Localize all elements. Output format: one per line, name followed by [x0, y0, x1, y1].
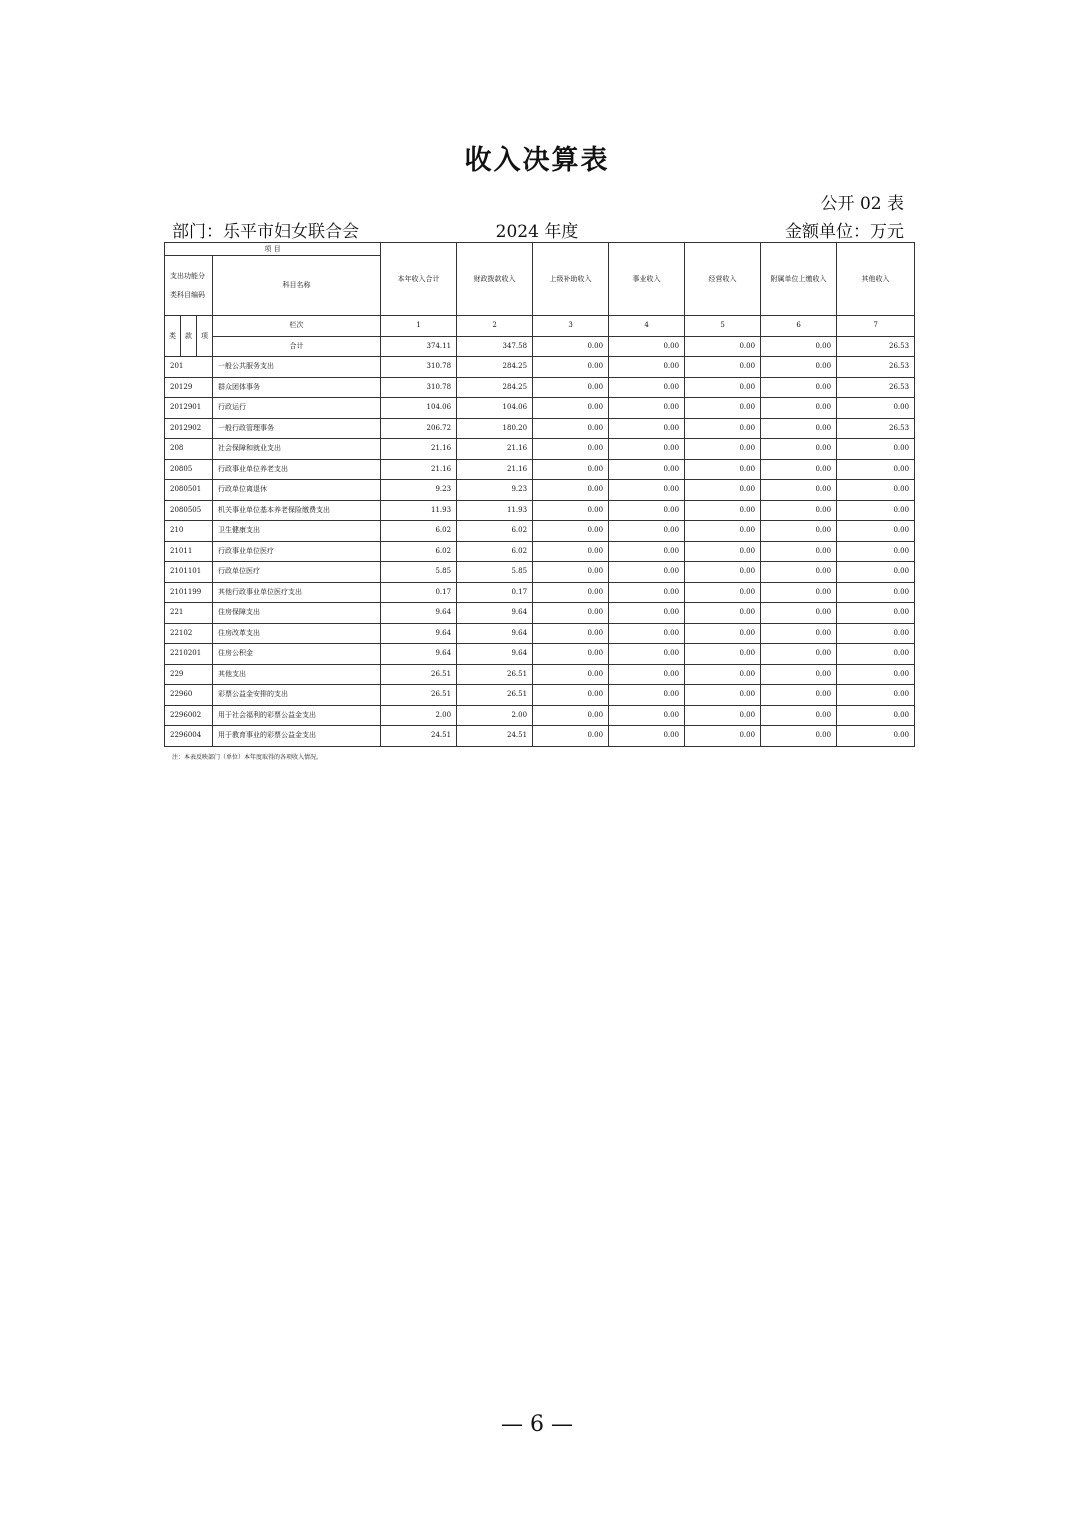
amount-cell: 0.00 — [609, 562, 685, 583]
amount-cell: 0.17 — [457, 582, 533, 603]
line-label: 栏次 — [213, 316, 381, 337]
table-row — [165, 664, 915, 685]
amount-cell: 0.00 — [685, 418, 761, 439]
amount-cell: 2.00 — [381, 705, 457, 726]
amount-cell: 21.16 — [381, 459, 457, 480]
amount-cell: 0.00 — [533, 418, 609, 439]
amount-cell: 104.06 — [381, 398, 457, 419]
amount-cell: 104.06 — [457, 398, 533, 419]
subject-code: 2012902 — [165, 418, 213, 439]
column-header: 上级补助收入 — [533, 243, 609, 316]
amount-cell: 0.00 — [837, 521, 915, 542]
table-row — [165, 418, 915, 439]
amount-cell: 0.00 — [685, 603, 761, 624]
amount-cell: 0.00 — [837, 480, 915, 501]
subject-code: 20129 — [165, 377, 213, 398]
amount-cell: 0.00 — [609, 480, 685, 501]
table-note: 注：本表反映部门（单位）本年度取得的各项收入情况。 — [172, 754, 323, 761]
amount-cell: 9.23 — [457, 480, 533, 501]
amount-cell: 0.00 — [761, 521, 837, 542]
subject-name: 一般行政管理事务 — [213, 418, 381, 439]
amount-cell: 0.00 — [533, 521, 609, 542]
subject-name: 一般公共服务支出 — [213, 357, 381, 378]
amount-cell: 0.00 — [609, 459, 685, 480]
amount-cell: 0.00 — [837, 500, 915, 521]
amount-cell: 0.00 — [609, 541, 685, 562]
total-row — [165, 336, 915, 357]
income-report-table — [164, 242, 915, 747]
amount-cell: 0.00 — [533, 685, 609, 706]
amount-cell: 0.00 — [609, 705, 685, 726]
column-number: 3 — [533, 316, 609, 337]
amount-cell: 9.64 — [457, 603, 533, 624]
amount-cell: 0.00 — [609, 398, 685, 419]
amount-cell: 0.00 — [761, 685, 837, 706]
amount-cell: 0.00 — [533, 541, 609, 562]
amount-cell: 0.00 — [685, 541, 761, 562]
amount-cell: 180.20 — [457, 418, 533, 439]
amount-cell: 0.00 — [761, 623, 837, 644]
table-row — [165, 439, 915, 460]
total-value: 0.00 — [685, 336, 761, 357]
amount-cell: 0.00 — [533, 603, 609, 624]
table-row — [165, 357, 915, 378]
amount-cell: 9.23 — [381, 480, 457, 501]
subject-code: 20805 — [165, 459, 213, 480]
amount-unit: 金额单位：万元 — [785, 222, 904, 242]
amount-cell: 0.00 — [837, 664, 915, 685]
subject-code: 2296002 — [165, 705, 213, 726]
amount-cell: 0.17 — [381, 582, 457, 603]
amount-cell: 0.00 — [761, 705, 837, 726]
table-row — [165, 582, 915, 603]
subject-code: 2080501 — [165, 480, 213, 501]
amount-cell: 0.00 — [761, 439, 837, 460]
amount-cell: 0.00 — [533, 582, 609, 603]
amount-cell: 284.25 — [457, 357, 533, 378]
column-number: 6 — [761, 316, 837, 337]
subject-code: 2296004 — [165, 726, 213, 747]
amount-cell: 0.00 — [761, 664, 837, 685]
amount-cell: 0.00 — [533, 357, 609, 378]
column-header: 本年收入合计 — [381, 243, 457, 316]
subject-name: 行政事业单位养老支出 — [213, 459, 381, 480]
amount-cell: 5.85 — [457, 562, 533, 583]
amount-cell: 0.00 — [685, 644, 761, 665]
amount-cell: 0.00 — [685, 459, 761, 480]
total-value: 26.53 — [837, 336, 915, 357]
amount-cell: 26.51 — [457, 685, 533, 706]
amount-cell: 2.00 — [457, 705, 533, 726]
amount-cell: 9.64 — [381, 644, 457, 665]
amount-cell: 0.00 — [837, 439, 915, 460]
table-row — [165, 603, 915, 624]
total-value: 347.58 — [457, 336, 533, 357]
amount-cell: 0.00 — [533, 726, 609, 747]
amount-cell: 26.53 — [837, 418, 915, 439]
amount-cell: 0.00 — [609, 439, 685, 460]
amount-cell: 9.64 — [381, 623, 457, 644]
total-value: 0.00 — [533, 336, 609, 357]
subject-name: 用于社会福利的彩票公益金支出 — [213, 705, 381, 726]
header-row-line-numbers — [165, 316, 915, 337]
amount-cell: 0.00 — [761, 377, 837, 398]
header-row-project — [165, 243, 915, 256]
amount-cell: 0.00 — [761, 582, 837, 603]
amount-cell: 0.00 — [837, 623, 915, 644]
amount-cell: 0.00 — [609, 521, 685, 542]
amount-cell: 0.00 — [685, 685, 761, 706]
amount-cell: 0.00 — [533, 480, 609, 501]
column-header: 其他收入 — [837, 243, 915, 316]
total-label: 合计 — [213, 336, 381, 357]
page-title: 收入决算表 — [464, 145, 610, 176]
page-number: — 6 — — [501, 1412, 573, 1437]
column-number: 7 — [837, 316, 915, 337]
table-row — [165, 459, 915, 480]
subject-code: 2012901 — [165, 398, 213, 419]
amount-cell: 0.00 — [609, 357, 685, 378]
amount-cell: 6.02 — [457, 541, 533, 562]
amount-cell: 26.53 — [837, 377, 915, 398]
table-row — [165, 521, 915, 542]
amount-cell: 24.51 — [457, 726, 533, 747]
subject-name: 住房改革支出 — [213, 623, 381, 644]
amount-cell: 6.02 — [381, 521, 457, 542]
amount-cell: 24.51 — [381, 726, 457, 747]
amount-cell: 0.00 — [837, 541, 915, 562]
subject-name: 住房公积金 — [213, 644, 381, 665]
amount-cell: 0.00 — [533, 398, 609, 419]
amount-cell: 0.00 — [685, 521, 761, 542]
amount-cell: 0.00 — [837, 459, 915, 480]
amount-cell: 26.53 — [837, 357, 915, 378]
amount-cell: 0.00 — [533, 562, 609, 583]
amount-cell: 206.72 — [381, 418, 457, 439]
amount-cell: 0.00 — [685, 705, 761, 726]
amount-cell: 310.78 — [381, 377, 457, 398]
code-group-header: 支出功能分类科目编码 — [165, 256, 213, 316]
amount-cell: 21.16 — [457, 459, 533, 480]
amount-cell: 0.00 — [761, 459, 837, 480]
amount-cell: 0.00 — [761, 500, 837, 521]
amount-cell: 11.93 — [457, 500, 533, 521]
amount-cell: 0.00 — [533, 664, 609, 685]
amount-cell: 6.02 — [381, 541, 457, 562]
amount-cell: 0.00 — [533, 459, 609, 480]
department-label: 部门：乐平市妇女联合会 — [172, 222, 359, 242]
amount-cell: 0.00 — [685, 500, 761, 521]
subject-code: 22102 — [165, 623, 213, 644]
table-row — [165, 685, 915, 706]
column-number: 2 — [457, 316, 533, 337]
amount-cell: 0.00 — [761, 726, 837, 747]
amount-cell: 26.51 — [381, 664, 457, 685]
amount-cell: 0.00 — [685, 562, 761, 583]
amount-cell: 0.00 — [685, 398, 761, 419]
amount-cell: 9.64 — [381, 603, 457, 624]
table-row — [165, 377, 915, 398]
amount-cell: 0.00 — [609, 418, 685, 439]
subject-code: 208 — [165, 439, 213, 460]
amount-cell: 26.51 — [457, 664, 533, 685]
amount-cell: 0.00 — [609, 500, 685, 521]
table-row — [165, 623, 915, 644]
subject-code: 2080505 — [165, 500, 213, 521]
total-value: 0.00 — [609, 336, 685, 357]
amount-cell: 0.00 — [761, 562, 837, 583]
amount-cell: 0.00 — [837, 582, 915, 603]
amount-cell: 0.00 — [533, 377, 609, 398]
subject-name: 其他支出 — [213, 664, 381, 685]
table-row — [165, 398, 915, 419]
subject-code: 210 — [165, 521, 213, 542]
amount-cell: 0.00 — [685, 377, 761, 398]
table-row — [165, 726, 915, 747]
total-value: 0.00 — [761, 336, 837, 357]
subject-name: 行政事业单位医疗 — [213, 541, 381, 562]
amount-cell: 0.00 — [609, 685, 685, 706]
amount-cell: 0.00 — [761, 480, 837, 501]
amount-cell: 0.00 — [837, 644, 915, 665]
amount-cell: 0.00 — [837, 603, 915, 624]
kuan-header: 款 — [181, 316, 197, 357]
amount-cell: 284.25 — [457, 377, 533, 398]
table-row — [165, 644, 915, 665]
amount-cell: 0.00 — [837, 562, 915, 583]
amount-cell: 0.00 — [685, 664, 761, 685]
amount-cell: 0.00 — [609, 644, 685, 665]
lei-header: 类 — [165, 316, 181, 357]
amount-cell: 0.00 — [609, 726, 685, 747]
amount-cell: 0.00 — [609, 664, 685, 685]
amount-cell: 0.00 — [685, 726, 761, 747]
project-header: 项 目 — [165, 243, 381, 256]
subject-name: 彩票公益金安排的支出 — [213, 685, 381, 706]
amount-cell: 21.16 — [381, 439, 457, 460]
amount-cell: 9.64 — [457, 644, 533, 665]
table-row — [165, 705, 915, 726]
subject-name: 社会保障和就业支出 — [213, 439, 381, 460]
amount-cell: 0.00 — [533, 500, 609, 521]
amount-cell: 0.00 — [837, 685, 915, 706]
amount-cell: 26.51 — [381, 685, 457, 706]
amount-cell: 0.00 — [609, 582, 685, 603]
total-value: 374.11 — [381, 336, 457, 357]
amount-cell: 0.00 — [761, 418, 837, 439]
amount-cell: 0.00 — [533, 705, 609, 726]
amount-cell: 0.00 — [685, 480, 761, 501]
column-header: 事业收入 — [609, 243, 685, 316]
amount-cell: 0.00 — [837, 398, 915, 419]
table-row — [165, 562, 915, 583]
subject-name: 用于教育事业的彩票公益金支出 — [213, 726, 381, 747]
amount-cell: 0.00 — [685, 582, 761, 603]
form-code: 公开 02 表 — [820, 194, 904, 214]
amount-cell: 0.00 — [609, 603, 685, 624]
subject-code: 2210201 — [165, 644, 213, 665]
amount-cell: 21.16 — [457, 439, 533, 460]
amount-cell: 6.02 — [457, 521, 533, 542]
subject-name: 行政单位医疗 — [213, 562, 381, 583]
subject-code: 201 — [165, 357, 213, 378]
amount-cell: 310.78 — [381, 357, 457, 378]
table-row — [165, 480, 915, 501]
column-number: 4 — [609, 316, 685, 337]
amount-cell: 0.00 — [761, 357, 837, 378]
subject-code: 229 — [165, 664, 213, 685]
subject-code: 221 — [165, 603, 213, 624]
amount-cell: 0.00 — [533, 623, 609, 644]
subject-name: 卫生健康支出 — [213, 521, 381, 542]
subject-name: 行政单位离退休 — [213, 480, 381, 501]
column-header: 经营收入 — [685, 243, 761, 316]
amount-cell: 0.00 — [837, 726, 915, 747]
amount-cell: 0.00 — [761, 398, 837, 419]
subject-code: 21011 — [165, 541, 213, 562]
column-number: 5 — [685, 316, 761, 337]
column-header: 附属单位上缴收入 — [761, 243, 837, 316]
subject-name: 群众团体事务 — [213, 377, 381, 398]
amount-cell: 0.00 — [609, 377, 685, 398]
subject-name: 住房保障支出 — [213, 603, 381, 624]
amount-cell: 0.00 — [761, 603, 837, 624]
amount-cell: 0.00 — [609, 623, 685, 644]
subject-code: 2101199 — [165, 582, 213, 603]
amount-cell: 0.00 — [685, 623, 761, 644]
amount-cell: 0.00 — [685, 357, 761, 378]
column-header: 财政拨款收入 — [457, 243, 533, 316]
amount-cell: 0.00 — [685, 439, 761, 460]
subject-code: 2101101 — [165, 562, 213, 583]
fiscal-year: 2024 年度 — [495, 222, 579, 242]
table-row — [165, 500, 915, 521]
column-number: 1 — [381, 316, 457, 337]
subject-name: 机关事业单位基本养老保险缴费支出 — [213, 500, 381, 521]
subject-code: 22960 — [165, 685, 213, 706]
amount-cell: 0.00 — [837, 705, 915, 726]
amount-cell: 0.00 — [761, 541, 837, 562]
amount-cell: 5.85 — [381, 562, 457, 583]
amount-cell: 0.00 — [761, 644, 837, 665]
subject-name: 行政运行 — [213, 398, 381, 419]
subject-name-header: 科目名称 — [213, 256, 381, 316]
subject-name: 其他行政事业单位医疗支出 — [213, 582, 381, 603]
amount-cell: 11.93 — [381, 500, 457, 521]
amount-cell: 0.00 — [533, 644, 609, 665]
amount-cell: 0.00 — [533, 439, 609, 460]
amount-cell: 9.64 — [457, 623, 533, 644]
table-row — [165, 541, 915, 562]
xiang-header: 项 — [197, 316, 213, 357]
